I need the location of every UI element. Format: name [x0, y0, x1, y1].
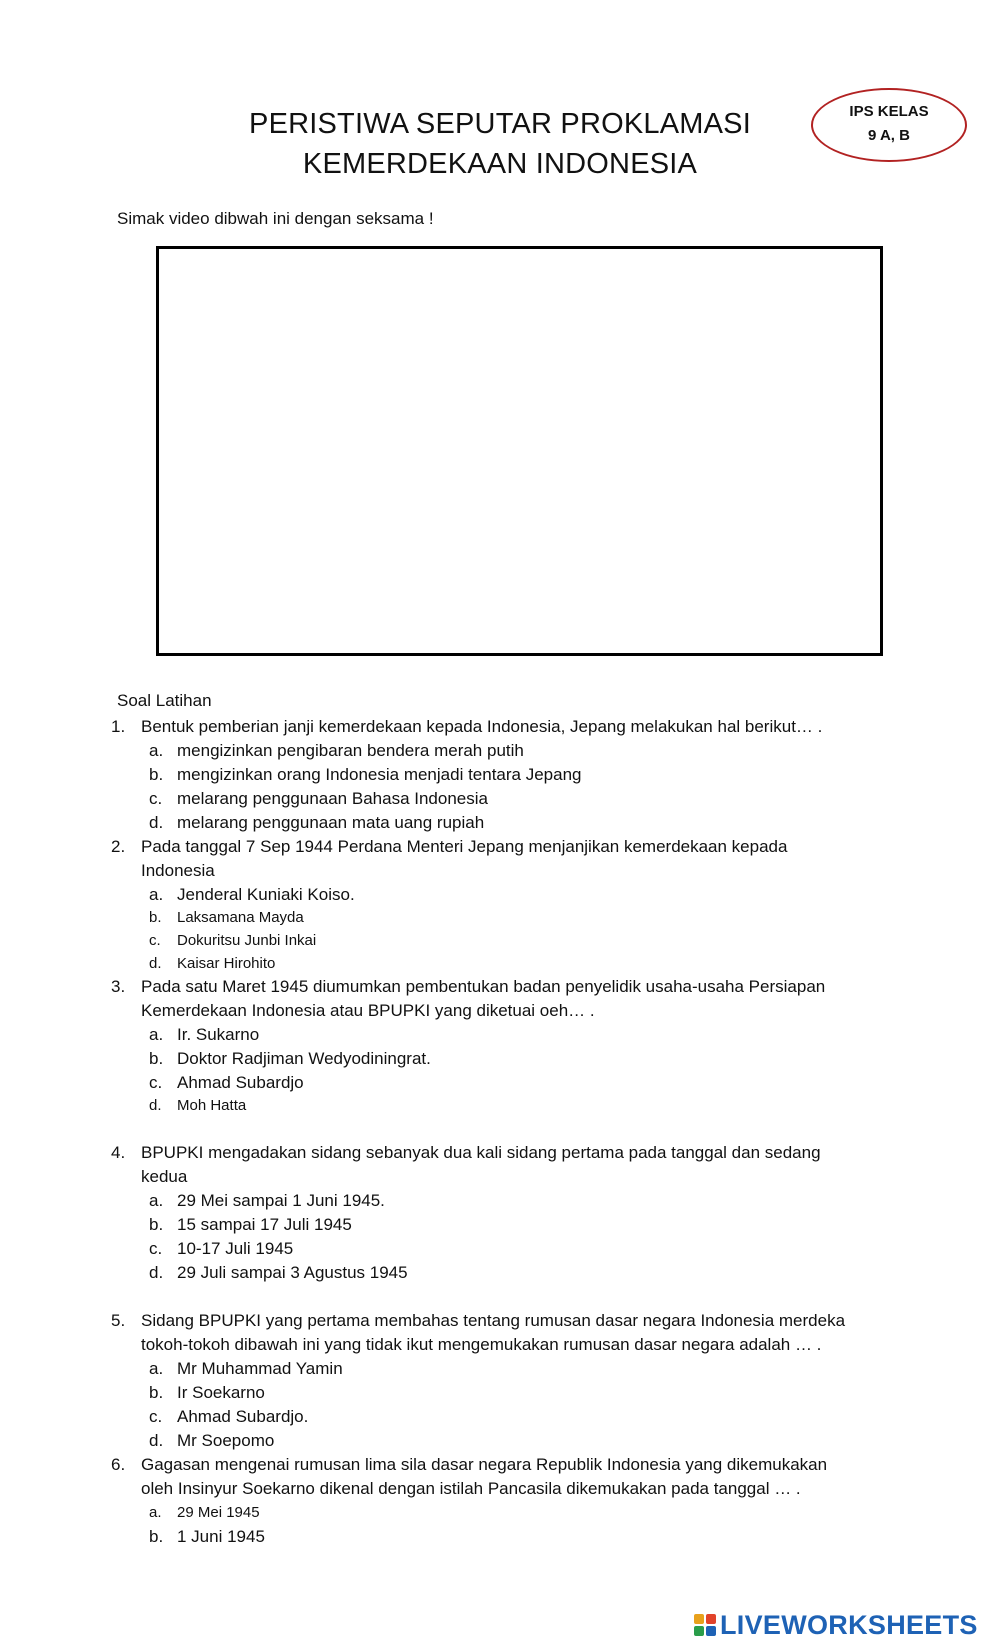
question-2-option-b[interactable]: b. Laksamana Mayda: [149, 909, 304, 926]
question-number: 1.: [111, 717, 126, 736]
question-2: [111, 835, 788, 883]
question-1: [111, 715, 823, 739]
question-3: [111, 975, 826, 1023]
question-text: Gagasan mengenai rumusan lima sila dasar negara Republik Indonesia yang dikemukakan: [141, 1455, 828, 1474]
question-2-option-a[interactable]: a. Jenderal Kuniaki Koiso.: [149, 885, 355, 904]
question-1-option-c[interactable]: c. melarang penggunaan Bahasa Indonesia: [149, 789, 488, 808]
question-text: Pada satu Maret 1945 diumumkan pembentukan badan penyelidik usaha-usaha Persiapan: [141, 977, 826, 996]
section-title: Soal Latihan: [117, 691, 212, 710]
badge-line-1: IPS KELAS: [849, 103, 929, 120]
question-2-option-c[interactable]: c. Dokuritsu Junbi Inkai: [149, 932, 317, 949]
question-number: 3.: [111, 977, 126, 996]
video-placeholder[interactable]: [156, 246, 883, 656]
question-6-option-a[interactable]: a. 29 Mei 1945: [149, 1504, 260, 1521]
question-1-option-b[interactable]: b. mengizinkan orang Indonesia menjadi tentara Jepang: [149, 765, 582, 784]
logo-icon: [694, 1614, 716, 1636]
question-text: Indonesia: [141, 861, 215, 880]
question-4: [111, 1141, 821, 1189]
question-5-option-b[interactable]: b. Ir Soekarno: [149, 1383, 265, 1402]
question-1-option-a[interactable]: a. mengizinkan pengibaran bendera merah putih: [149, 741, 524, 760]
question-2-option-d[interactable]: d. Kaisar Hirohito: [149, 955, 276, 972]
question-text: kedua: [141, 1167, 188, 1186]
question-number: 2.: [111, 837, 126, 856]
liveworksheets-logo: [694, 1610, 978, 1640]
question-6-option-b[interactable]: b. 1 Juni 1945: [149, 1527, 265, 1546]
question-5-option-c[interactable]: c. Ahmad Subardjo.: [149, 1407, 309, 1426]
question-text: Pada tanggal 7 Sep 1944 Perdana Menteri Jepang menjanjikan kemerdekaan kepada: [141, 837, 788, 856]
question-3-option-d[interactable]: d. Moh Hatta: [149, 1097, 247, 1114]
question-5: [111, 1309, 846, 1357]
class-badge: [811, 88, 967, 162]
question-text: Sidang BPUPKI yang pertama membahas tentang rumusan dasar negara Indonesia merdeka: [141, 1311, 846, 1330]
question-5-option-a[interactable]: a. Mr Muhammad Yamin: [149, 1359, 343, 1378]
question-3-option-b[interactable]: b. Doktor Radjiman Wedyodiningrat.: [149, 1049, 431, 1068]
question-number: 4.: [111, 1143, 126, 1162]
question-text: BPUPKI mengadakan sidang sebanyak dua kali sidang pertama pada tanggal dan sedang: [141, 1143, 821, 1162]
page-title: [200, 104, 800, 184]
question-4-option-b[interactable]: b. 15 sampai 17 Juli 1945: [149, 1215, 352, 1234]
logo-text: LIVEWORKSHEETS: [720, 1609, 978, 1640]
question-text: tokoh-tokoh dibawah ini yang tidak ikut mengemukakan rumusan dasar negara adalah … .: [141, 1335, 822, 1354]
question-4-option-a[interactable]: a. 29 Mei sampai 1 Juni 1945.: [149, 1191, 385, 1210]
question-3-option-a[interactable]: a. Ir. Sukarno: [149, 1025, 260, 1044]
question-1-option-d[interactable]: d. melarang penggunaan mata uang rupiah: [149, 813, 485, 832]
question-text: Kemerdekaan Indonesia atau BPUPKI yang diketuai oeh… .: [141, 1001, 595, 1020]
question-number: 5.: [111, 1311, 126, 1330]
question-text: Bentuk pemberian janji kemerdekaan kepada Indonesia, Jepang melakukan hal berikut… .: [141, 717, 823, 736]
title-line-2: KEMERDEKAAN INDONESIA: [302, 148, 698, 180]
question-4-option-d[interactable]: d. 29 Juli sampai 3 Agustus 1945: [149, 1263, 408, 1282]
question-5-option-d[interactable]: d. Mr Soepomo: [149, 1431, 275, 1450]
question-4-option-c[interactable]: c. 10-17 Juli 1945: [149, 1239, 294, 1258]
question-text: oleh Insinyur Soekarno dikenal dengan istilah Pancasila dikemukakan pada tanggal … .: [141, 1479, 801, 1498]
instruction-text: Simak video dibwah ini dengan seksama !: [117, 209, 434, 228]
question-number: 6.: [111, 1455, 126, 1474]
title-line-1: PERISTIWA SEPUTAR PROKLAMASI: [249, 108, 751, 140]
question-3-option-c[interactable]: c. Ahmad Subardjo: [149, 1073, 304, 1092]
badge-line-2: 9 A, B: [868, 127, 910, 144]
question-6: [111, 1453, 828, 1501]
